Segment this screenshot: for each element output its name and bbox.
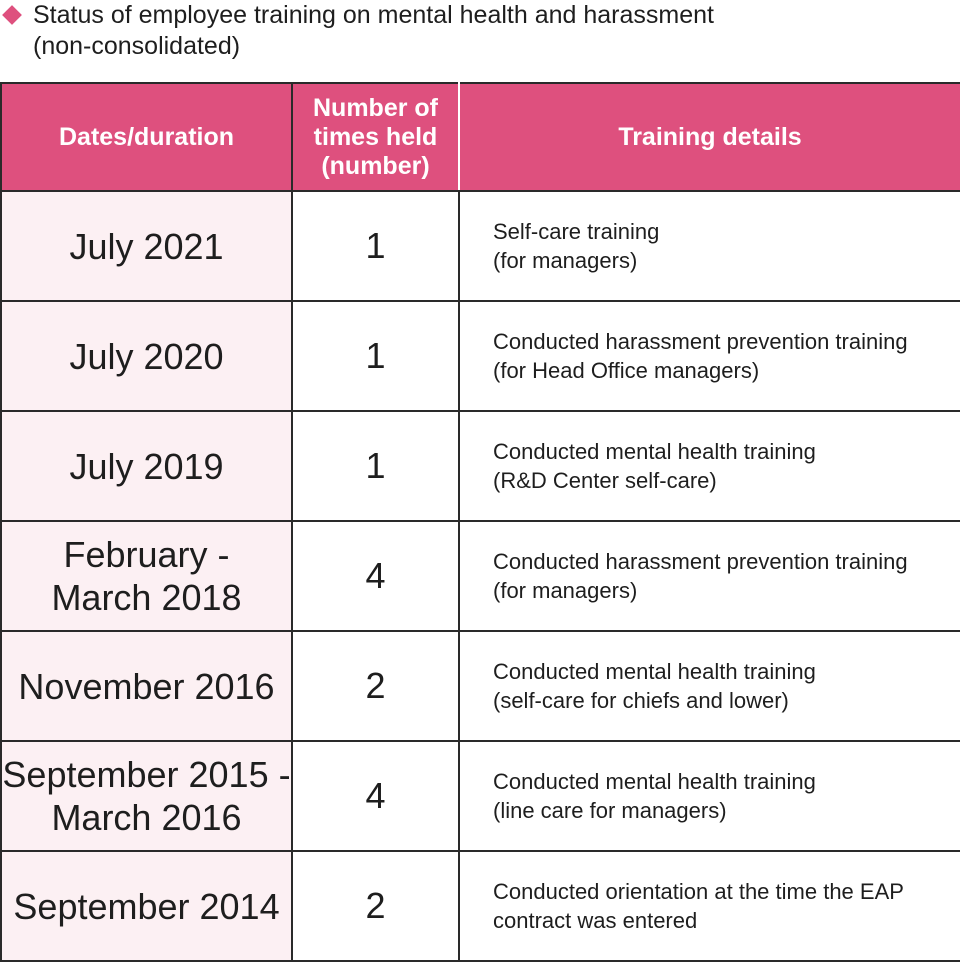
count-cell: 4: [292, 521, 459, 631]
detail-line-2: contract was entered: [493, 908, 698, 933]
detail-line-2: (line care for managers): [493, 798, 727, 823]
details-cell: [459, 411, 960, 521]
date-line-1: February -: [63, 534, 230, 575]
detail-line-1: Conducted harassment prevention training: [493, 329, 908, 354]
date-line-2: March 2016: [51, 797, 242, 838]
date-cell: [1, 521, 292, 631]
detail-line-1: Conducted mental health training: [493, 659, 816, 684]
detail-line-1: Conducted harassment prevention training: [493, 549, 908, 574]
date-cell: [1, 851, 292, 961]
detail-line-2: (for managers): [493, 248, 638, 273]
table-header-row: [1, 83, 960, 191]
detail-line-1: Conducted mental health training: [493, 769, 816, 794]
details-cell: [459, 741, 960, 851]
header-dates: Dates/duration: [1, 83, 292, 191]
date-line-2: March 2018: [51, 577, 242, 618]
count-cell: 2: [292, 631, 459, 741]
date-line-1: November 2016: [18, 665, 275, 707]
table-row: [1, 411, 960, 521]
detail-line-2: (R&D Center self-care): [493, 468, 717, 493]
detail-line-2: (self-care for chiefs and lower): [493, 688, 789, 713]
details-cell: [459, 301, 960, 411]
title-line-1: Status of employee training on mental health and harassment: [33, 1, 714, 29]
count-cell: 1: [292, 301, 459, 411]
table-row: [1, 631, 960, 741]
detail-line-1: Conducted mental health training: [493, 439, 816, 464]
header-count: [292, 83, 459, 191]
date-line-1: July 2021: [69, 225, 224, 267]
header-count-line-1: Number of: [313, 93, 438, 122]
title-line-2: (non-consolidated): [33, 32, 241, 60]
table-row: [1, 191, 960, 301]
count-cell: 1: [292, 191, 459, 301]
diamond-bullet-icon: [2, 5, 22, 25]
detail-line-1: Self-care training: [493, 219, 660, 244]
table-row: [1, 301, 960, 411]
detail-line-1: Conducted orientation at the time the EAP: [493, 879, 904, 904]
header-count-line-2: times held: [313, 122, 438, 151]
detail-line-2: (for managers): [493, 578, 638, 603]
detail-line-2: (for Head Office managers): [493, 358, 760, 383]
date-cell: [1, 631, 292, 741]
details-cell: [459, 191, 960, 301]
details-cell: [459, 851, 960, 961]
count-cell: 2: [292, 851, 459, 961]
count-cell: 1: [292, 411, 459, 521]
table-row: [1, 741, 960, 851]
date-cell: [1, 301, 292, 411]
header-details: Training details: [459, 83, 960, 191]
date-line-1: July 2020: [69, 335, 224, 377]
date-line-1: July 2019: [69, 445, 224, 487]
training-table: [0, 82, 960, 962]
table-row: [1, 851, 960, 961]
details-cell: [459, 631, 960, 741]
date-cell: [1, 741, 292, 851]
date-cell: [1, 411, 292, 521]
date-line-1: September 2014: [13, 885, 280, 927]
count-cell: 4: [292, 741, 459, 851]
date-line-1: September 2015 -: [2, 754, 291, 795]
header-count-line-3: (number): [321, 151, 430, 180]
table-row: [1, 521, 960, 631]
details-cell: [459, 521, 960, 631]
date-cell: [1, 191, 292, 301]
